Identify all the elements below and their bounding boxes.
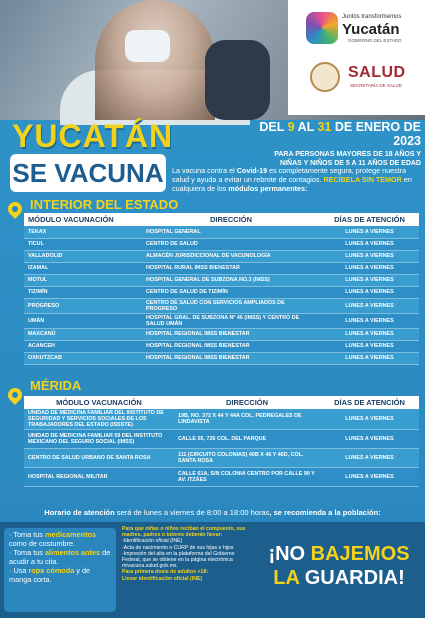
days-cell: LUNES A VIERNES (320, 250, 419, 262)
table-row (24, 298, 419, 313)
module-cell: TEKAX (24, 226, 142, 238)
module-cell: UNIDAD DE MEDICINA FAMILIAR 59 DEL INSTITUTO MEXICANO DEL SEGURO SOCIAL (IMSS) (24, 430, 174, 449)
address-cell: HOSPITAL GRAL. DE SUBZONA Nº 46 (IMSS) Y CENTRO DE SALUD UMÁN (142, 313, 320, 328)
requirements-title: Para que niñas o niños reciban el compuesto, sus madres, padres o tutores deberán llevar: (122, 526, 246, 539)
salud-sub: SECRETARÍA DE SALUD (350, 83, 402, 88)
address-cell: HOSPITAL REGIONAL IMSS BIENESTAR (142, 340, 320, 352)
adults-item: Llevar identificación oficial (INE) (122, 575, 203, 582)
address-cell: CENTRO DE SALUD DE TIZIMÍN (142, 286, 320, 298)
national-seal-icon (310, 62, 340, 92)
table-row (24, 226, 419, 238)
address-cell: HOSPITAL REGIONAL IMSS BIENESTAR (142, 352, 320, 364)
section-title-interior: INTERIOR DEL ESTADO (30, 197, 179, 212)
table-header: MÓDULO VACUNACIÓN (24, 396, 174, 409)
photo-mask (125, 30, 170, 62)
table-header: MÓDULO VACUNACIÓN (24, 213, 142, 226)
module-cell: UMÁN (24, 313, 142, 328)
days-cell: LUNES A VIERNES (320, 430, 419, 449)
title-se-vacuna: SE VACUNA (10, 154, 166, 192)
address-cell: 111 (CIRCUITO COLONIAS) 40B X 46 Y 46D, COL. SANTA ROSA (174, 449, 320, 468)
address-cell: HOSPITAL RURAL IMSS BIENESTAR (142, 262, 320, 274)
table-row (24, 274, 419, 286)
date-range: DEL 9 AL 31 DE ENERO DE 2023 (259, 120, 421, 148)
salud-logo-text: SALUD (348, 64, 406, 81)
days-cell: LUNES A VIERNES (320, 298, 419, 313)
table-header: DÍAS DE ATENCIÓN (320, 396, 419, 409)
tip-item: · Toma tus alimentos antes de acudir a tu cita. (9, 548, 111, 566)
address-cell: CALLE 61A, S/N COLONIA CENTRO POR CALLE 90 Y AV. ITZÁES (174, 468, 320, 487)
address-cell: CENTRO DE SALUD CON SERVICIOS AMPLIADOS DE PROGRESO (142, 298, 320, 313)
address-cell: CALLE 55, 726 COL. DEL PARQUE (174, 430, 320, 449)
days-cell: LUNES A VIERNES (320, 274, 419, 286)
table-header: DIRECCIÓN (174, 396, 320, 409)
address-cell: HOSPITAL GENERAL (142, 226, 320, 238)
days-cell: LUNES A VIERNES (320, 468, 419, 487)
table-row (24, 328, 419, 340)
table-row (24, 238, 419, 250)
table-row (24, 430, 419, 449)
table-row (24, 352, 419, 364)
tips-list (4, 528, 116, 612)
module-cell: IZAMAL (24, 262, 142, 274)
days-cell: LUNES A VIERNES (320, 313, 419, 328)
days-cell: LUNES A VIERNES (320, 238, 419, 250)
merida-table (24, 396, 419, 487)
photo-arm (205, 40, 270, 120)
recommendations-panel (0, 522, 425, 618)
module-cell: ACANCEH (24, 340, 142, 352)
days-cell: LUNES A VIERNES (320, 328, 419, 340)
interior-table (24, 213, 419, 365)
module-cell: MOTUL (24, 274, 142, 286)
module-cell: VALLADOLID (24, 250, 142, 262)
table-row (24, 286, 419, 298)
table-header: DIRECCIÓN (142, 213, 320, 226)
target-population: PARA PERSONAS MAYORES DE 18 AÑOS Y NIÑAS Y NIÑOS DE 5 A 11 AÑOS DE EDAD (274, 151, 421, 167)
module-cell: TICUL (24, 238, 142, 250)
title-yucatan: YUCATÁN (12, 118, 174, 154)
yucatan-logo-icon (306, 12, 338, 44)
days-cell: LUNES A VIERNES (320, 226, 419, 238)
tip-item: · Toma tus medicamentos como de costumbre. (9, 530, 97, 548)
requirement-item: -Acta de nacimiento o CURP de sus hijas e hijos (122, 544, 234, 551)
address-cell: HOSPITAL REGIONAL IMSS BIENESTAR (142, 328, 320, 340)
module-cell: UNIDAD DE MEDICINA FAMILIAR DEL INSTITUTO DE SEGURIDAD Y SERVICIOS SOCIALES DE LOS TRABAJADORES DEL ESTADO (ISSSTE) (24, 409, 174, 430)
days-cell: LUNES A VIERNES (320, 352, 419, 364)
section-title-merida: MÉRIDA (30, 378, 82, 393)
address-cell: 19B, NO. 372 X 44 Y 44A COL. PEDREGALES DE LINDAVISTA (174, 409, 320, 430)
days-cell: LUNES A VIERNES (320, 262, 419, 274)
address-cell: HOSPITAL GENERAL DE SUBZONA NO.3 (IMSS) (142, 274, 320, 286)
campaign-dates (256, 120, 421, 168)
requirements (122, 526, 250, 582)
tip-item: · Usa ropa cómoda y de manga corta. (9, 566, 91, 584)
days-cell: LUNES A VIERNES (320, 286, 419, 298)
location-pin-icon (5, 385, 25, 405)
gov-sub: GOBIERNO DEL ESTADO (348, 38, 402, 43)
requirement-item: -Identificación oficial (INE) (122, 538, 183, 545)
days-cell: LUNES A VIERNES (320, 409, 419, 430)
table-row (24, 409, 419, 430)
table-row (24, 340, 419, 352)
requirement-item: -Impresión del alta en la plataforma del Gobierno Federal, que se obtiene en la página electrónica mivacuna.salud.gob.mx. (122, 550, 235, 570)
table-row (24, 262, 419, 274)
module-cell: MAXCANÚ (24, 328, 142, 340)
location-pin-icon (5, 199, 25, 219)
module-cell: TIZIMÍN (24, 286, 142, 298)
address-cell: ALMACÉN JURISDICCIONAL DE VACUNOLOGÍA (142, 250, 320, 262)
module-cell: OXKUTZCAB (24, 352, 142, 364)
attention-hours: Horario de atención será de lunes a viernes de 8:00 a 18:00 horas, se recomienda a la población: (44, 508, 381, 517)
gov-name: Yucatán (342, 21, 400, 38)
days-cell: LUNES A VIERNES (320, 340, 419, 352)
adults-title: Para primera dosis de adultos +18: (122, 569, 209, 576)
table-row (24, 449, 419, 468)
days-cell: LUNES A VIERNES (320, 449, 419, 468)
module-cell: CENTRO DE SALUD URBANO DE SANTA ROSA (24, 449, 174, 468)
table-row (24, 468, 419, 487)
logos-panel (288, 0, 425, 115)
module-cell: PROGRESO (24, 298, 142, 313)
table-row (24, 250, 419, 262)
gov-tagline: Juntos transformemos (342, 14, 402, 20)
module-cell: HOSPITAL REGIONAL MILITAR (24, 468, 174, 487)
table-header: DÍAS DE ATENCIÓN (320, 213, 419, 226)
intro-text: La vacuna contra el Covid-19 es completamente segura, protege nuestra salud y ayuda a evitar un rebrote de contagios. RECÍBELA SIN TEMOR en cualquiera de los módulos permanentes: (172, 166, 412, 193)
table-row (24, 313, 419, 328)
address-cell: CENTRO DE SALUD (142, 238, 320, 250)
slogan: ¡NO BAJEMOS LA GUARDIA! (268, 543, 410, 589)
